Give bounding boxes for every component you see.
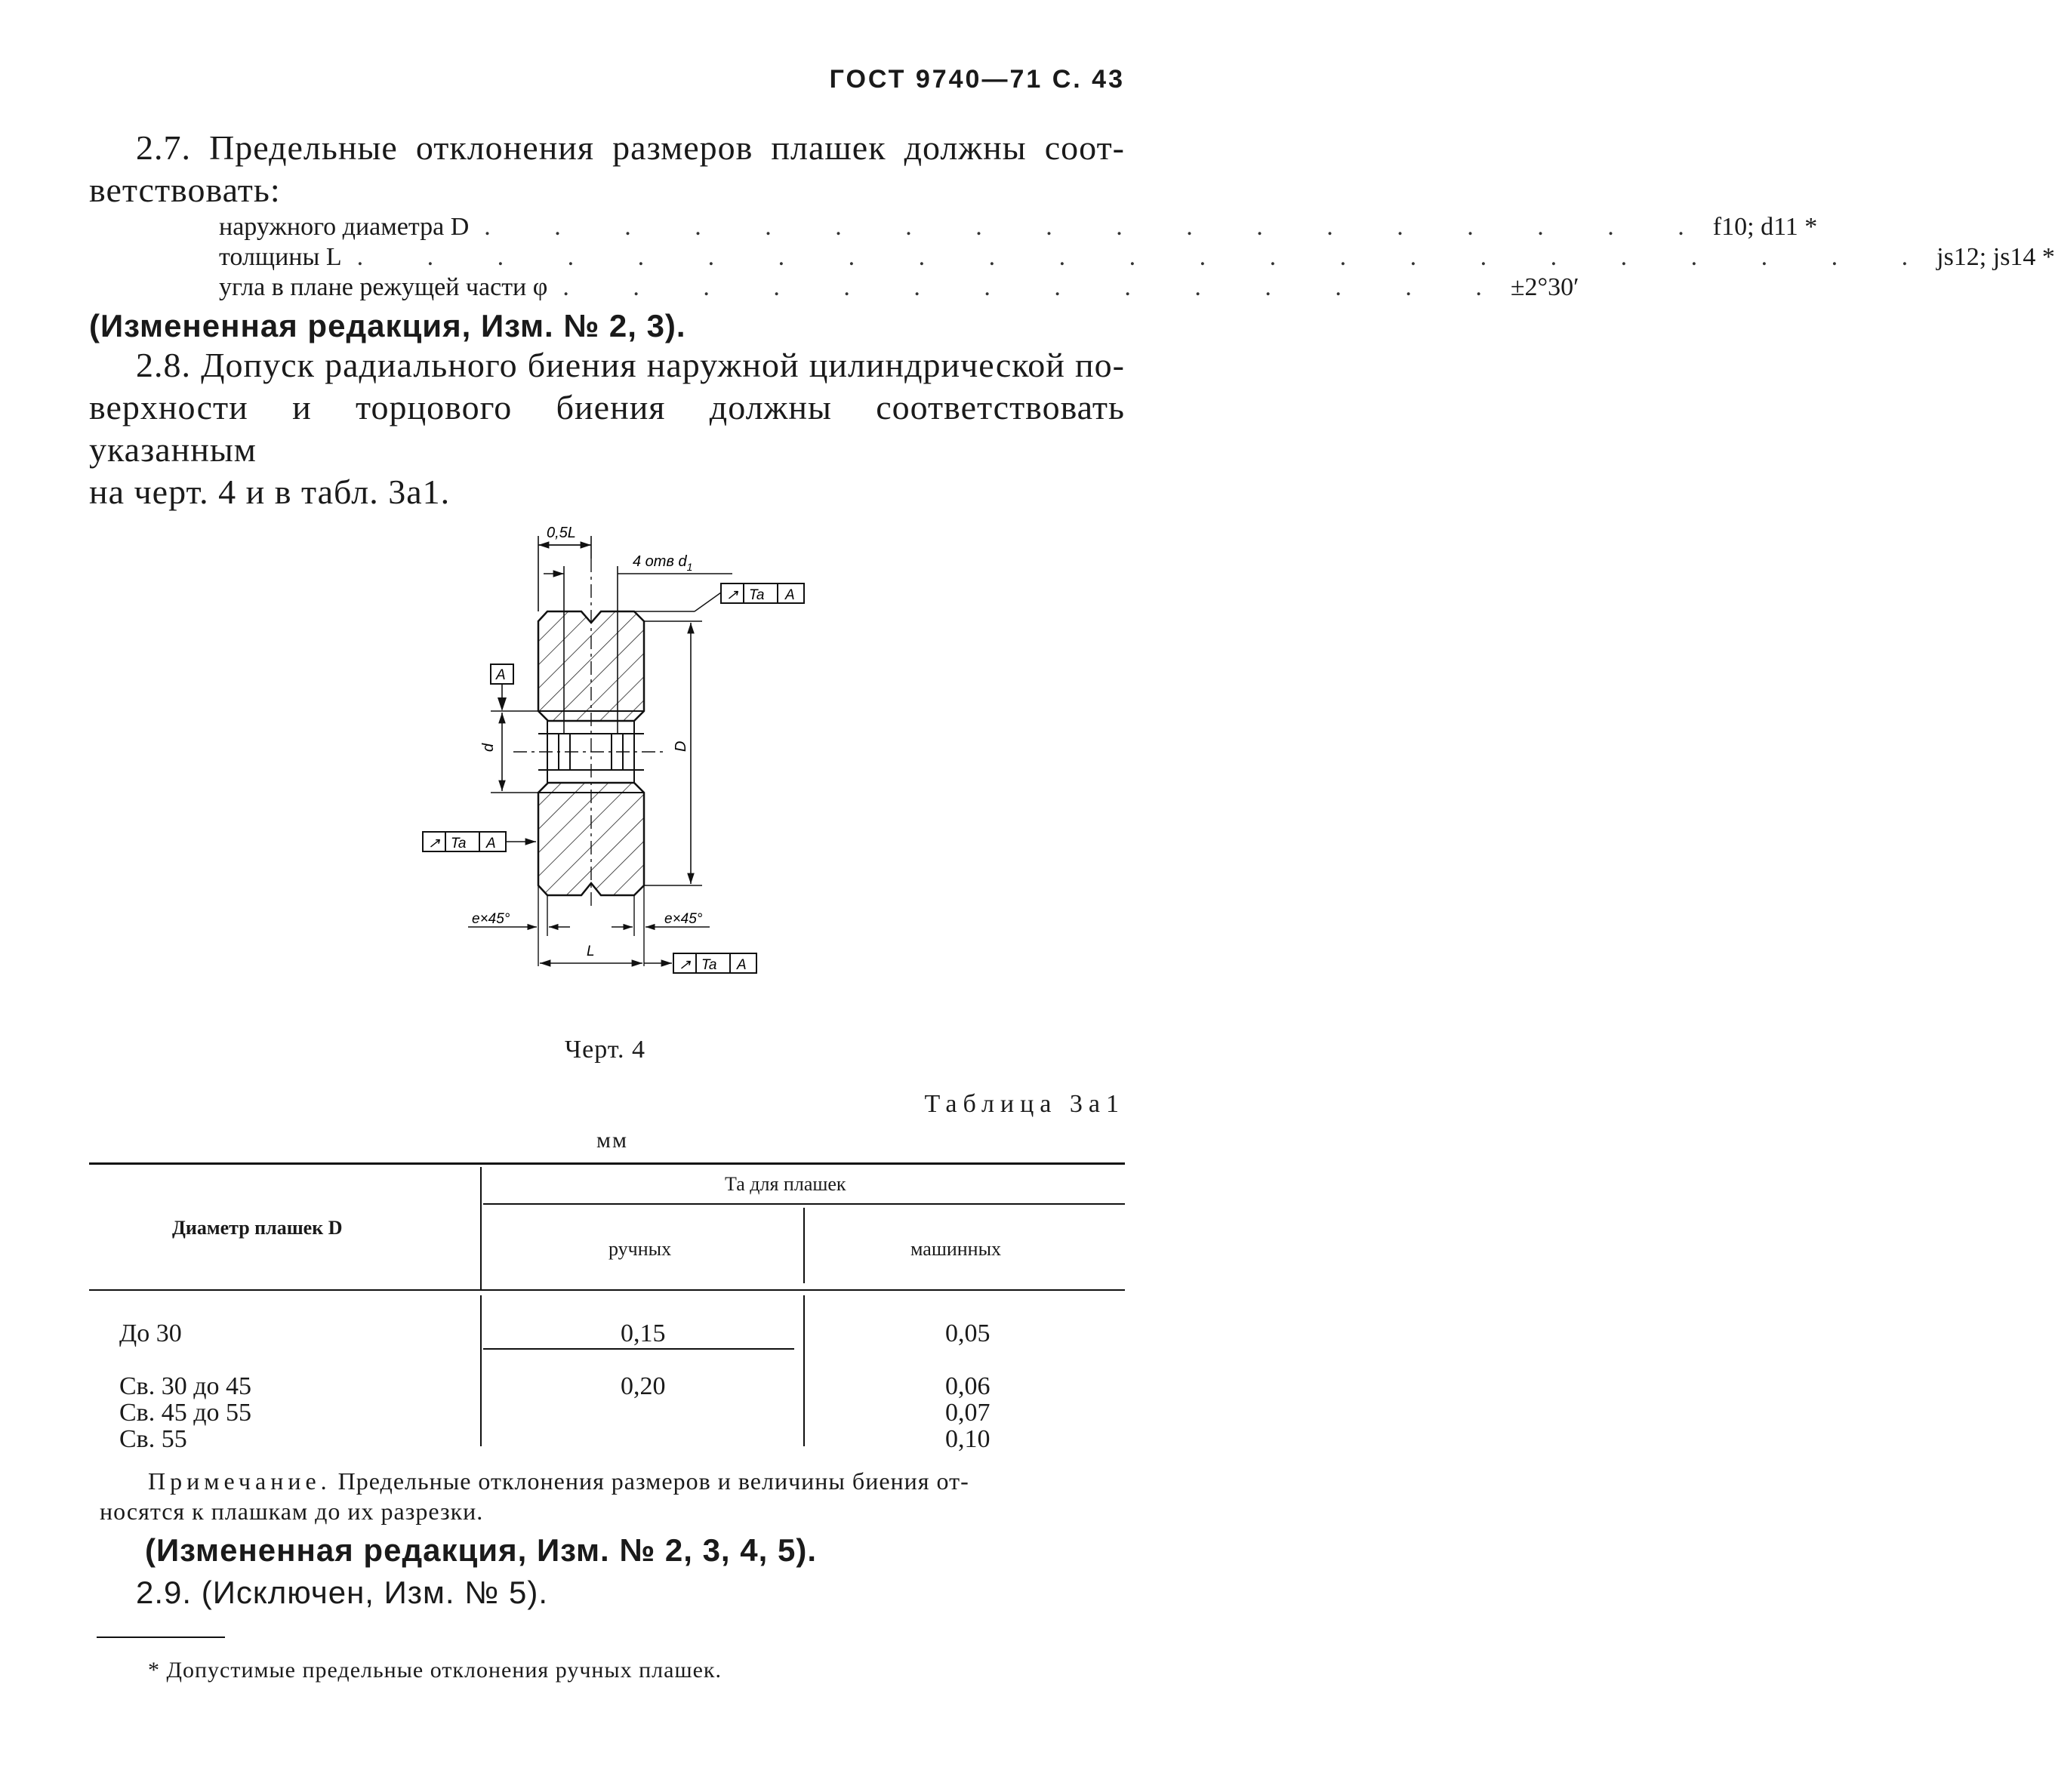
table-col1-header: Диаметр плашек D	[172, 1217, 343, 1239]
paragraph-2-8	[89, 344, 1125, 513]
outer-diameter-label: D	[673, 741, 689, 752]
paragraph-2-7-line2: ветствовать:	[89, 171, 281, 209]
chamfer-left-label: e×45°	[472, 911, 510, 927]
amendment-note-1: (Измененная редакция, Изм. № 2, 3).	[89, 308, 686, 343]
paragraph-2-8-line1: 2.8. Допуск радиального биения наружной цилиндрической по-	[136, 346, 1125, 384]
table-row-rule	[483, 1348, 794, 1350]
note-text-line2: носятся к плашкам до их разрезки.	[100, 1498, 484, 1525]
paragraph-2-7	[89, 127, 1125, 211]
outer-diameter-dimension	[644, 621, 702, 885]
holes-label: 4 отв $d_1$	[633, 553, 693, 573]
table-top-rule	[89, 1162, 1125, 1165]
table-subheader-manual: ручных	[608, 1238, 672, 1260]
datum-ref: A	[785, 587, 795, 603]
tolerance-symbol: Ta	[451, 836, 467, 851]
datum-ref: A	[737, 957, 747, 973]
tolerance-row-angle: угла в плане режущей части φ . . . . . . . . . . . . . . ±2°30′	[219, 273, 1579, 301]
tolerance-value: js12; js14 *	[1936, 243, 2055, 271]
tolerance-label: угла в плане режущей части φ	[219, 273, 548, 301]
runout-frame-left	[423, 832, 536, 851]
footnote-rule	[97, 1637, 225, 1638]
table-row-1-manual: 0,15	[621, 1319, 666, 1347]
note-label: Примечание.	[148, 1467, 331, 1495]
paragraph-2-8-line3: на черт. 4 и в табл. 3а1.	[89, 473, 451, 511]
paragraph-2-9: 2.9. (Исключен, Изм. № 5).	[136, 1575, 548, 1610]
tolerance-row-outer-diameter: наружного диаметра D . . . . . . . . . . . . . . . . . . f10; d11 *	[219, 213, 1818, 241]
paragraph-2-8-line2: верхности и торцового биения должны соответствовать указанным	[89, 388, 1125, 469]
note-text: Предельные отклонения размеров и величины биения от-	[331, 1467, 969, 1495]
table-subheader-machine: машинных	[910, 1238, 1002, 1260]
figure-caption: Черт. 4	[565, 1036, 646, 1064]
table-row-1-dia: До 30	[119, 1319, 182, 1347]
table-row-3-machine: 0,07	[945, 1399, 991, 1427]
tolerance-symbol: Ta	[701, 957, 717, 973]
tolerance-value: ±2°30′	[1510, 273, 1579, 301]
table-row-4-dia: Св. 55	[119, 1425, 187, 1453]
datum-label: A	[496, 667, 506, 683]
die-drawing	[408, 513, 830, 1004]
tolerance-symbol: Ta	[749, 587, 765, 603]
table-body-divider-2	[803, 1295, 805, 1446]
inner-diameter-label: d	[480, 743, 497, 752]
table-row-4-machine: 0,10	[945, 1425, 991, 1453]
table-body-divider-1	[480, 1295, 482, 1446]
tolerance-label: наружного диаметра D	[219, 213, 470, 241]
table-row-2-machine: 0,06	[945, 1372, 991, 1400]
paragraph-2-7-line1: 2.7. Предельные отклонения размеров плашек должны соот-	[136, 128, 1125, 167]
table-units: мм	[596, 1128, 628, 1153]
table-subheader-divider	[803, 1208, 805, 1283]
datum-ref: A	[486, 836, 496, 851]
table-header-divider	[480, 1167, 482, 1289]
half-thickness-label: 0,5L	[547, 525, 576, 541]
table-row-1-machine: 0,05	[945, 1319, 991, 1347]
table-title: Таблица 3а1	[924, 1090, 1125, 1118]
tolerance-value: f10; d11 *	[1712, 213, 1818, 241]
runout-frame-bottom	[644, 953, 756, 973]
amendment-note-2: (Измененная редакция, Изм. № 2, 3, 4, 5).	[145, 1532, 817, 1568]
chamfer-right-label: e×45°	[664, 911, 703, 927]
tolerance-row-thickness: толщины L . . . . . . . . . . . . . . . . . . . . . . . js12; js14 *	[219, 243, 2055, 271]
table-header-rule	[89, 1289, 1125, 1291]
runout-symbol: ↗	[428, 836, 440, 851]
page-header: ГОСТ 9740—71 С. 43	[829, 65, 1125, 94]
table-row-3-dia: Св. 45 до 55	[119, 1399, 252, 1427]
tolerance-label: толщины L	[219, 243, 342, 271]
table-row-2-manual: 0,20	[621, 1372, 666, 1400]
table-row-2-dia: Св. 30 до 45	[119, 1372, 252, 1400]
table-note	[100, 1466, 1126, 1526]
runout-symbol: ↗	[679, 957, 691, 973]
thickness-label: L	[587, 944, 595, 959]
runout-symbol: ↗	[726, 587, 738, 603]
table-group-rule	[483, 1203, 1125, 1205]
datum-a-box	[491, 664, 513, 711]
table-group-header: Та для плашек	[725, 1173, 846, 1195]
runout-frame-top	[634, 583, 804, 611]
footnote: * Допустимые предельные отклонения ручных плашек.	[148, 1658, 722, 1683]
